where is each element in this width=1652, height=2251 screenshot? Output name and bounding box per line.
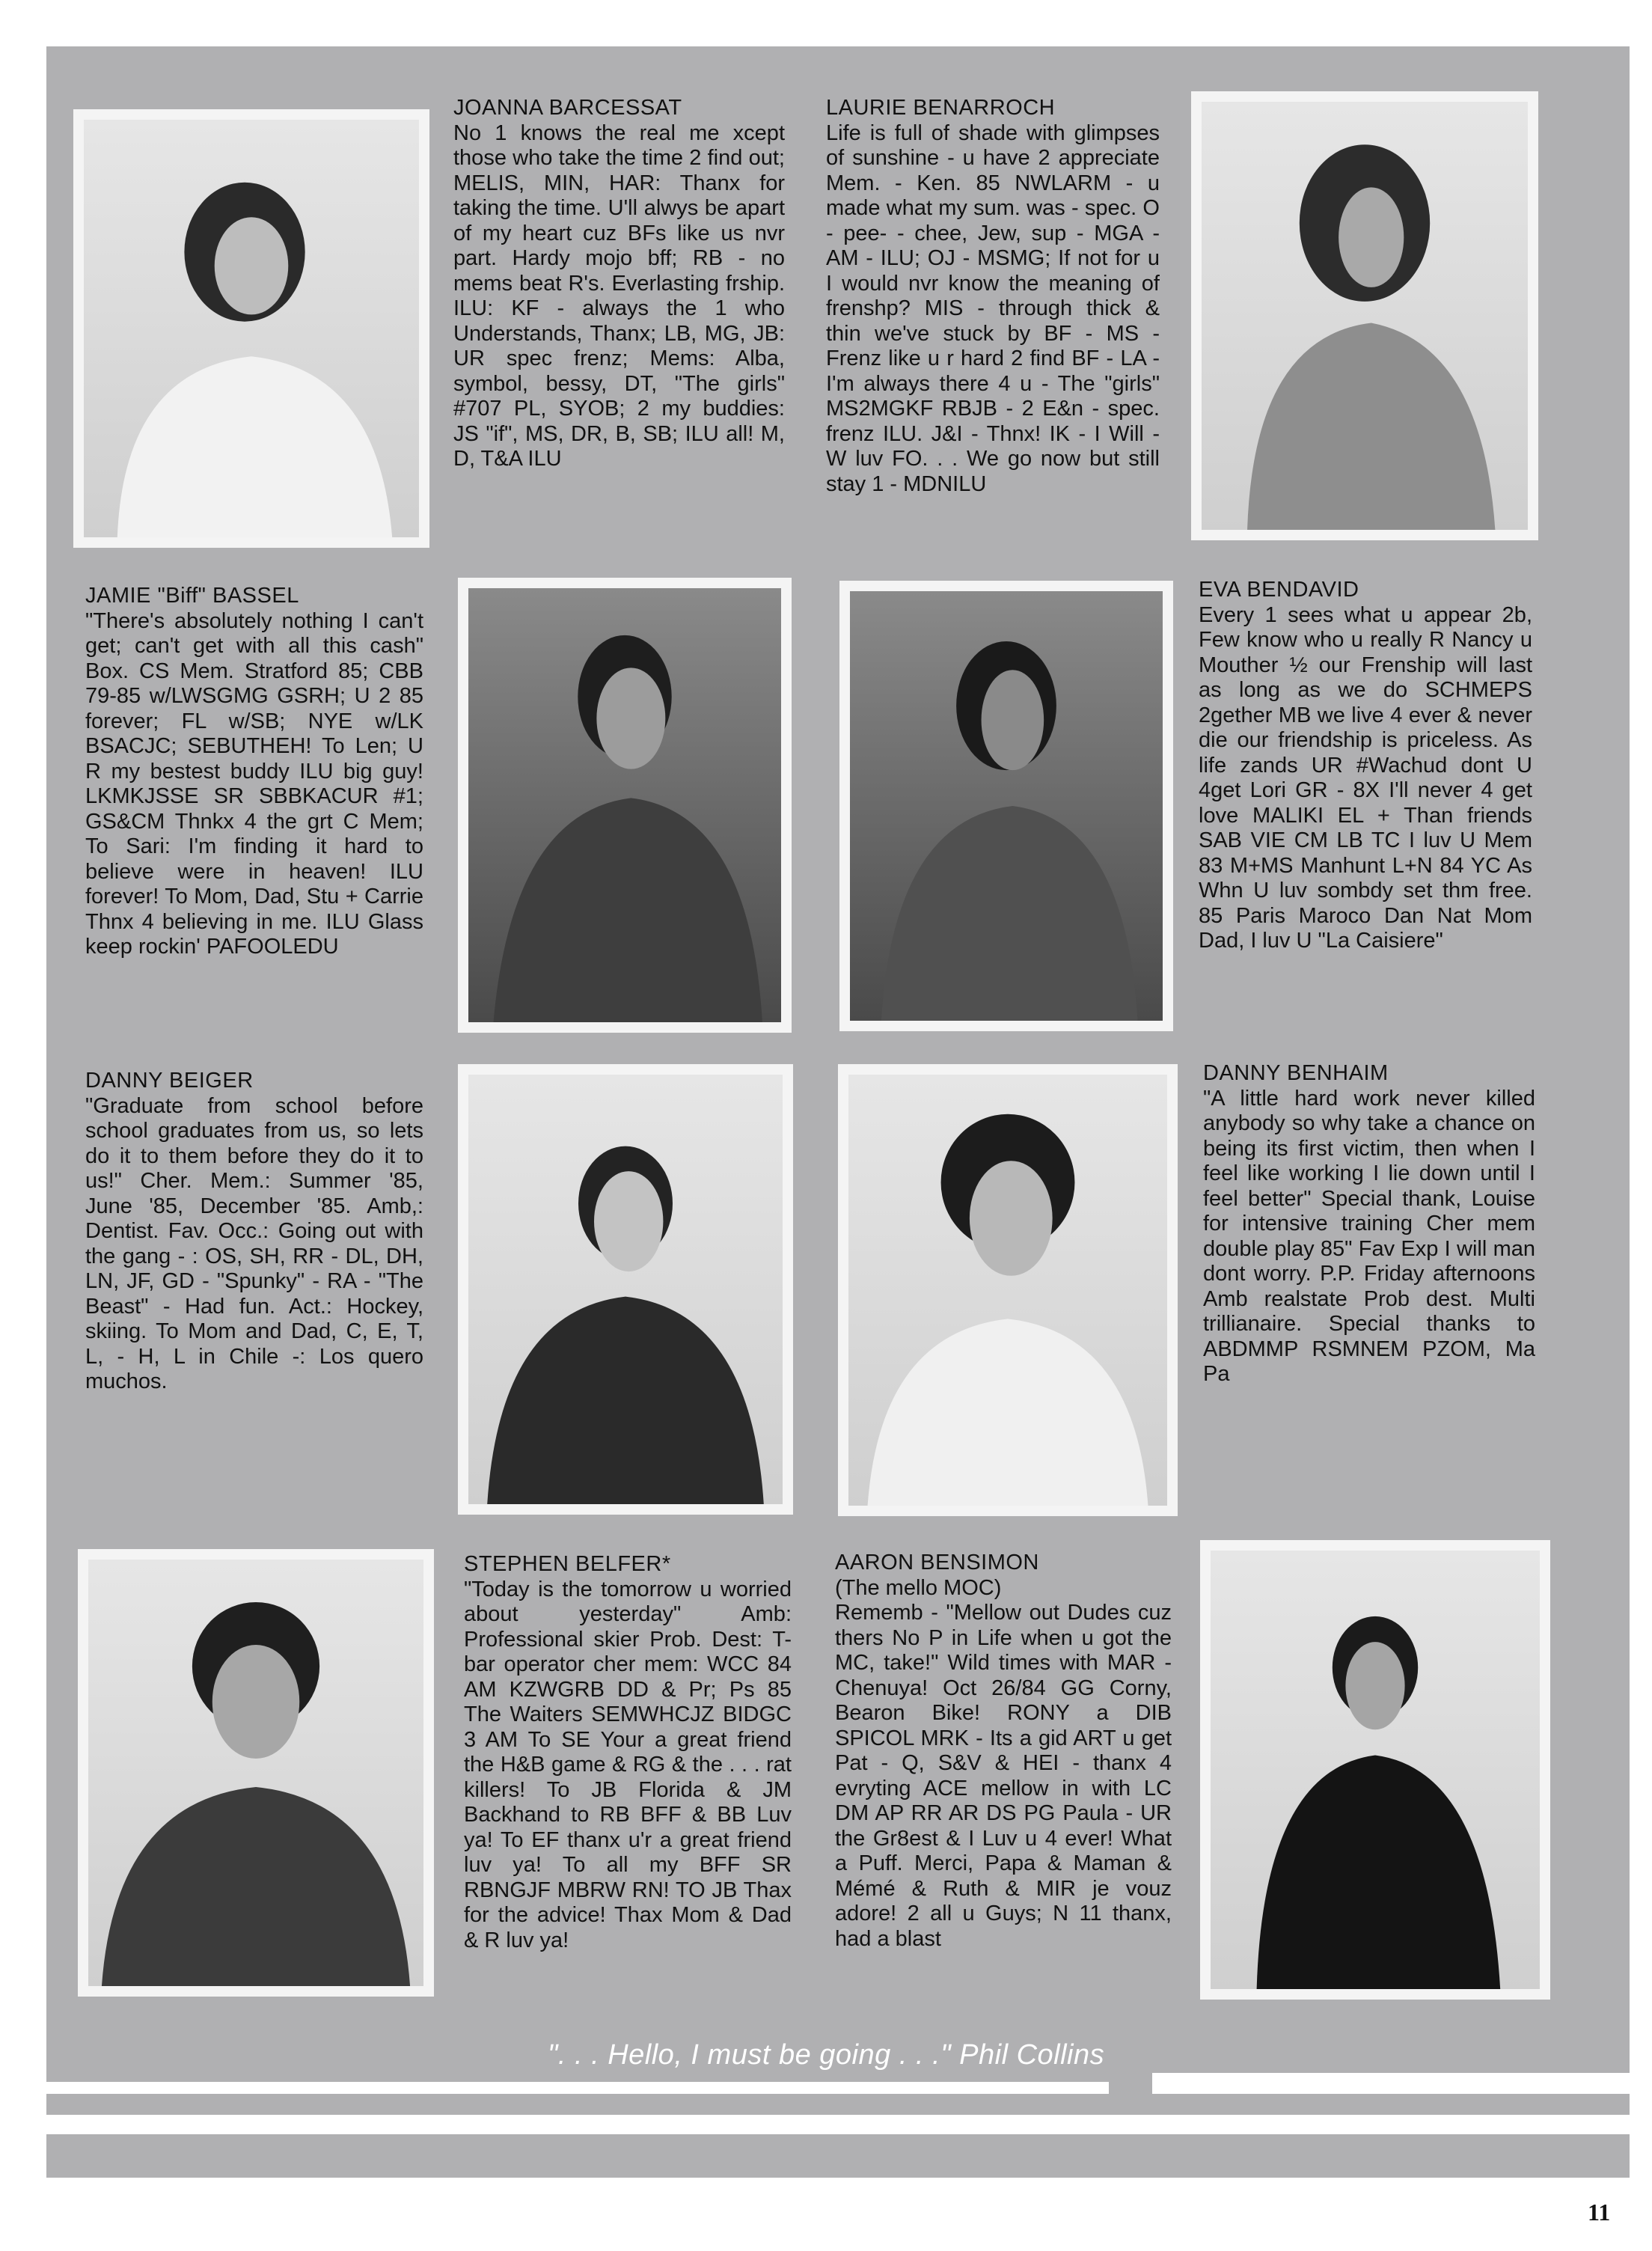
portrait-photo-danny-beiger [458, 1064, 793, 1515]
portrait-silhouette [88, 1560, 423, 1986]
bio-aaron-bensimon [835, 1551, 1172, 1952]
portrait-photo-danny-benhaim [838, 1064, 1178, 1516]
bio-jamie-bassel [85, 584, 423, 960]
student-name: JOANNA BARCESSAT [453, 96, 682, 120]
portrait-photo-stephen-belfer [78, 1549, 434, 1997]
bio-danny-benhaim [1203, 1061, 1535, 1387]
bio-eva-bendavid [1199, 578, 1532, 954]
bio-stephen-belfer [464, 1552, 792, 1953]
student-name: DANNY BEIGER [85, 1069, 254, 1093]
student-bio-text: "Graduate from school before school graduates from us, so lets do it to them before they do it to us!" Cher. Mem.: Summer '85, June '85, December '85. Amb,: Dentist. Fav. Occ.: Going out with the gang - : OS, SH, RR - DL, DH, LN, JF, GD - "Spunky" - RA - "The Beast" - Had fun. Act.: Hockey, skiing. To Mom and Dad, C, E, T, L, - H, L in Chile -: Los quero muchos. [85, 1093, 423, 1393]
portrait-photo-jamie-bassel [458, 578, 792, 1033]
student-name: JAMIE "Biff" BASSEL [85, 584, 299, 608]
page-number: 11 [1588, 2199, 1611, 2226]
portrait-silhouette [1202, 102, 1528, 530]
student-name: DANNY BENHAIM [1203, 1061, 1389, 1085]
student-bio-text: "There's absolutely nothing I can't get; can't get with all this cash" Box. CS Mem. Stratford 85; CBB 79-85 w/LWSGMG GSRH; U 2 85 forever; FL w/SB; NYE w/LK BSACJC; SEBUTHEH! To Len; U R my bestest buddy ILU big guy! LKMKJSSE SR SBBKACUR #1; GS&CM Thnkx 4 the grt C Mem; To Sari: I'm finding it hard to believe were in heaven! ILU forever! To Mom, Dad, Stu + Carrie Thnx 4 believing in me. ILU Glass keep rockin' PAFOOLEDU [85, 608, 423, 959]
portrait-silhouette [84, 120, 419, 537]
portrait-photo-laurie-benarroch [1191, 91, 1538, 540]
student-name: STEPHEN BELFER* [464, 1552, 671, 1576]
footer-stripe-left [0, 2082, 1109, 2094]
student-bio-text: "A little hard work never killed anybody so why take a chance on being its first victim, then when I feel like working I lie down until I feel better" Special thank, Louise for intensive training Cher mem double play 85" Fav Exp I will man dont worry. P.P. Friday afternoons Amb realstate Prob dest. Multi trillianaire. Special thanks to ABDMMP RSMNEM PZOM, Ma Pa [1203, 1086, 1535, 1386]
student-name: EVA BENDAVID [1199, 578, 1359, 602]
student-bio-text: "Today is the tomorrow u worried about yesterday" Amb: Professional skier Prob. Dest: T-bar operator cher mem: WCC 84 AM KZWGRB DD & Pr; Ps 85 The Waiters SEMWHCJZ BIDGC 3 AM To SE Your a great friend the H&B game & RG & the . . . rat killers! To JB Florida & JM Backhand to RB BFF & BB Luv ya! To EF thanx u'r a great friend luv ya! To all my BFF SR RBNGJF MBRW RN! TO JB Thax for the advice! Thax Mom & Dad & R luv ya! [464, 1577, 792, 1952]
bio-danny-beiger [85, 1069, 423, 1395]
footer-quote: ". . . Hello, I must be going . . ." Phil Collins [547, 2039, 1105, 2071]
bio-joanna-barcessat [453, 96, 785, 472]
student-bio-text: No 1 knows the real me xcept those who take the time 2 find out; MELIS, MIN, HAR: Thanx for taking the time. U'll alwys be apart of my heart cuz BFs like us nvr part. Hardy mojo bff; RB - no mems beat R's. Everlasting frship. ILU: KF - always the 1 who Understands, Thanx; LB, MG, JB: UR spec frenz; Mems: Alba, symbol, bessy, DT, "The girls" #707 PL, SYOB; 2 my buddies: JS "if", MS, DR, B, SB; ILU all! M, D, T&A ILU [453, 120, 785, 471]
portrait-silhouette [468, 1075, 783, 1504]
portrait-photo-aaron-bensimon [1200, 1540, 1550, 2000]
bio-laurie-benarroch [826, 96, 1160, 497]
student-bio-text: Life is full of shade with glimpses of sunshine - u have 2 appreciate Mem. - Ken. 85 NWLARM - u made what my sum. was - spec. O - pee- - chee, Jew, sup - MGA - AM - ILU; OJ - MSMG; If not for u I would nvr know the meaning of frenshp? MIS - through thick & thin we've stuck by BF - MS - Frenz like u r hard 2 find BF - LA - I'm always there 4 u - The "girls" MS2MGKF RBJB - 2 E&n - spec. frenz ILU. J&I - Thnx! IK - I Will - W luv FO. . . We go now but still stay 1 - MDNILU [826, 120, 1160, 496]
student-name: LAURIE BENARROCH [826, 96, 1056, 120]
portrait-silhouette [1211, 1551, 1540, 1989]
footer-stripe-right [1152, 2073, 1652, 2094]
portrait-silhouette [850, 591, 1163, 1021]
portrait-silhouette [468, 588, 781, 1022]
portrait-photo-eva-bendavid [839, 581, 1173, 1031]
student-bio-text: Every 1 sees what u appear 2b, Few know who u really R Nancy u Mouther ½ our Frenship will last as long as we do SCHMEPS 2gether MB we live 4 ever & never die our friendship is priceless. As life zands UR #Wachud dont U 4get Lori GR - 8X I'll never 4 get love MALIKI EL + Than friends SAB VIE CM LB TC I luv U Mem 83 M+MS Manhunt L+N 84 YC As Whn U luv sombdy set thm free. 85 Paris Maroco Dan Nat Mom Dad, I luv U "La Caisiere" [1199, 602, 1532, 953]
portrait-photo-joanna-barcessat [73, 109, 429, 548]
footer-stripe-bottom [0, 2115, 1652, 2134]
student-name: AARON BENSIMON [835, 1551, 1039, 1575]
student-nickname: (The mello MOC) [835, 1575, 1002, 1600]
portrait-silhouette [848, 1075, 1167, 1506]
student-bio-text: Rememb - "Mellow out Dudes cuz thers No P in Life when u got the MC, take!" Wild times with MAR - Chenuya! Oct 26/84 GG Corny, Bearon Bike! RONY a DIB SPICOL MRK - Its a gid ART u get Pat - Q, S&V & HEI - thanx 4 evryting ACE mellow in with LC DM AP RR AR DS PG Paula - UR the Gr8est & I Luv u 4 ever! What a Puff. Merci, Papa & Maman & Mémé & Ruth & MIR je vouz adore! 2 all u Guys; N 11 thanx, had a blast [835, 1601, 1172, 1951]
